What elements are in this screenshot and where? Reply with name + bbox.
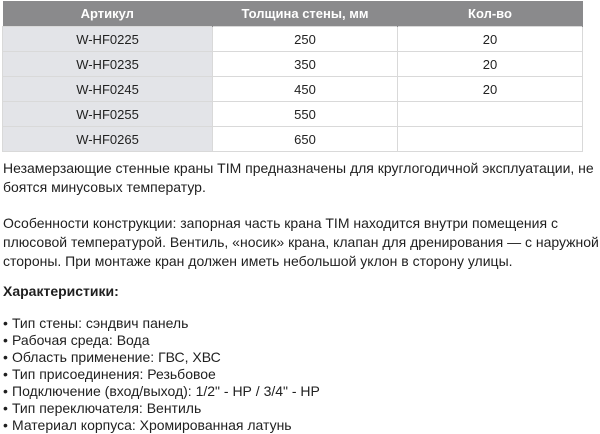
cell-thickness: 650: [213, 127, 398, 152]
cell-article: W-HF0265: [3, 127, 213, 152]
header-quantity: Кол-во: [398, 1, 583, 27]
list-item: [3, 332, 320, 349]
cell-article: W-HF0225: [3, 27, 213, 52]
characteristics-title: Характеристики:: [3, 283, 119, 299]
table-row: [3, 127, 583, 152]
list-item: [3, 315, 320, 332]
cell-article: W-HF0245: [3, 77, 213, 102]
cell-quantity: [398, 127, 583, 152]
description-paragraph-1: Незамерзающие стенные краны TIM предназначены для круглогодичной эксплуатации, не боятся минусовых температур.: [3, 160, 594, 195]
characteristic-medium: Рабочая среда: Вода: [12, 332, 150, 348]
list-item: [3, 417, 320, 434]
characteristic-application: Область применение: ГВС, ХВС: [12, 349, 221, 365]
bullet-icon: •: [3, 315, 8, 331]
description-paragraph-2: Особенности конструкции: запорная часть крана TIM находится внутри помещения с плюсовой температурой. Вентиль, «носик» крана, клапан для дренирования — с наружной стороны. При монтаже кран должен иметь небольшой уклон в сторону улицы.: [3, 215, 599, 269]
cell-quantity: 20: [398, 77, 583, 102]
list-item: [3, 400, 320, 417]
cell-quantity: [398, 102, 583, 127]
bullet-icon: •: [3, 332, 8, 348]
table-row: [3, 27, 583, 52]
list-item: [3, 349, 320, 366]
list-item: [3, 366, 320, 383]
bullet-icon: •: [3, 366, 8, 382]
characteristic-body-material: Материал корпуса: Хромированная латунь: [12, 417, 292, 433]
header-article: Артикул: [3, 1, 213, 27]
list-item: [3, 383, 320, 400]
table-header-row: [3, 1, 583, 27]
table-row: [3, 102, 583, 127]
bullet-icon: •: [3, 400, 8, 416]
characteristic-connection-type: Тип присоединения: Резьбовое: [12, 366, 216, 382]
cell-thickness: 250: [213, 27, 398, 52]
table-row: [3, 77, 583, 102]
table-row: [3, 52, 583, 77]
cell-quantity: 20: [398, 52, 583, 77]
cell-thickness: 450: [213, 77, 398, 102]
cell-article: W-HF0235: [3, 52, 213, 77]
spec-table: [2, 1, 583, 152]
bullet-icon: •: [3, 383, 8, 399]
bullet-icon: •: [3, 417, 8, 433]
characteristic-wall-type: Тип стены: сэндвич панель: [12, 315, 189, 331]
cell-thickness: 550: [213, 102, 398, 127]
cell-quantity: 20: [398, 27, 583, 52]
cell-article: W-HF0255: [3, 102, 213, 127]
characteristics-list: [3, 315, 320, 434]
bullet-icon: •: [3, 349, 8, 365]
cell-thickness: 350: [213, 52, 398, 77]
characteristic-connection: Подключение (вход/выход): 1/2" - НР / 3/4" - НР: [12, 383, 320, 399]
header-wall-thickness: Толщина стены, мм: [213, 1, 398, 27]
characteristic-switch-type: Тип переключателя: Вентиль: [12, 400, 202, 416]
